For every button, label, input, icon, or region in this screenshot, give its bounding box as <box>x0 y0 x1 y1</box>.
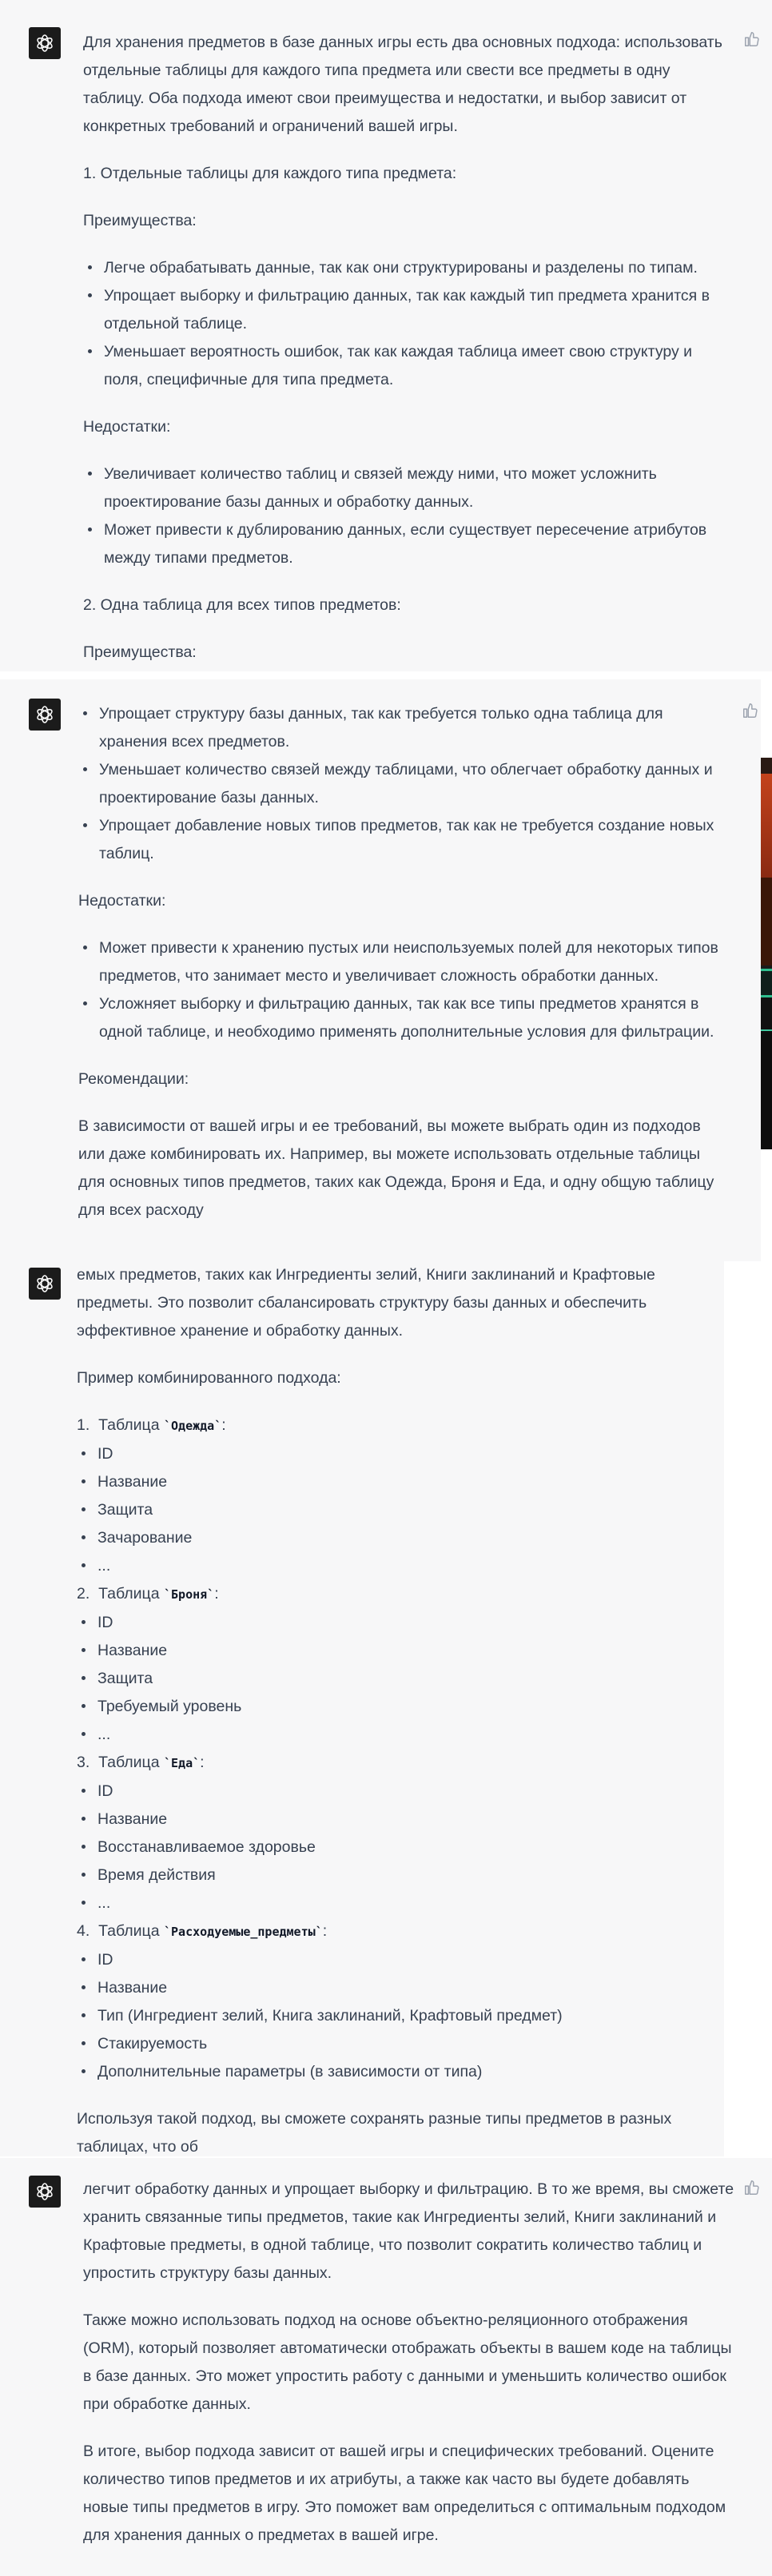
message-body <box>78 700 730 1244</box>
field-list <box>77 1778 705 1917</box>
list-item: Зачарование <box>97 1524 705 1552</box>
list-item: Тип (Ингредиент зелий, Книга заклинаний, Крафтовый предмет) <box>97 2002 705 2030</box>
list-item: Название <box>97 1468 705 1496</box>
table-name-code: `Одежда` <box>164 1419 222 1433</box>
list-item: Упрощает выборку и фильтрацию данных, так как каждый тип предмета хранится в отдельной таблице. <box>104 282 732 338</box>
message-body <box>83 29 732 686</box>
cons-label: Недостатки: <box>83 418 171 436</box>
pros-list <box>83 254 732 394</box>
list-item: Название <box>97 1637 705 1665</box>
list-item: Стакируемость <box>97 2030 705 2058</box>
list-item: Может привести к дублированию данных, если существует пересечение атрибутов между типами предметов. <box>104 516 732 572</box>
assistant-message-3 <box>0 1261 724 2156</box>
list-item: Увеличивает количество таблиц и связей между ними, что может усложнить проектирование базы данных и обработку данных. <box>104 460 732 516</box>
table-name-code: `Еда` <box>164 1756 201 1770</box>
cons-list <box>78 934 730 1046</box>
field-list <box>77 1609 705 1749</box>
openai-logo-icon <box>29 699 61 731</box>
list-item: ID <box>97 1946 705 1974</box>
list-item: ID <box>97 1440 705 1468</box>
list-item: Название <box>97 1974 705 2002</box>
paragraph: В итоге, выбор подхода зависит от вашей игры и специфических требований. Оцените количество типов предметов и их атрибуты, а также как часто вы будете добавлять новые типы предметов в игру. Это поможет вам определиться с оптимальным подходом для хранения данных о предметах в вашей игре. <box>83 2443 726 2544</box>
pros-list <box>78 700 730 868</box>
thumbs-up-icon[interactable] <box>743 2179 761 2196</box>
list-item: ... <box>97 1552 705 1580</box>
list-item: Усложняет выборку и фильтрацию данных, так как все типы предметов хранятся в одной таблице, и необходимо применять дополнительные условия для фильтрации. <box>99 990 730 1046</box>
assistant-message-2 <box>0 679 761 1261</box>
table-spec-armor: 2. Таблица `Броня`: ID Название Защита Требуемый уровень ... <box>77 1580 705 1749</box>
openai-logo-icon <box>29 1268 61 1300</box>
list-item: Восстанавливаемое здоровье <box>97 1833 705 1861</box>
outro-paragraph: Используя такой подход, вы сможете сохранять разные типы предметов в разных таблицах, что об <box>77 2110 672 2156</box>
list-item: ... <box>97 1721 705 1749</box>
openai-logo-icon <box>29 2176 61 2208</box>
recommendations-text: В зависимости от вашей игры и ее требований, вы можете выбрать один из подходов или даже комбинировать их. Например, вы можете использовать отдельные таблицы для основных типов предметов, таких как Одежда, Броня и Еда, и одну общую таблицу для всех расходу <box>78 1117 714 1219</box>
assistant-message-4 <box>0 2158 772 2576</box>
list-item: ... <box>97 1889 705 1917</box>
list-item: Дополнительные параметры (в зависимости от типа) <box>97 2058 705 2086</box>
list-item-1: 1. Отдельные таблицы для каждого типа предмета: <box>83 165 457 182</box>
intro-paragraph: емых предметов, таких как Ингредиенты зелий, Книги заклинаний и Крафтовые предметы. Это позволит сбалансировать структуру базы данных и обеспечить эффективное хранение и обработку данных. <box>77 1266 655 1340</box>
thumbs-up-icon[interactable] <box>743 30 761 48</box>
list-item: Требуемый уровень <box>97 1693 705 1721</box>
pros-label: Преимущества: <box>83 643 197 661</box>
list-item: Защита <box>97 1496 705 1524</box>
background-window-edge <box>761 758 772 1149</box>
message-body <box>83 2176 735 2569</box>
message-body <box>77 1261 705 2180</box>
list-item: Легче обрабатывать данные, так как они структурированы и разделены по типам. <box>104 254 732 282</box>
list-item-2: 2. Одна таблица для всех типов предметов: <box>83 596 401 614</box>
table-name-code: `Броня` <box>164 1587 215 1602</box>
list-item: Защита <box>97 1665 705 1693</box>
pros-label: Преимущества: <box>83 212 197 229</box>
recommendations-label: Рекомендации: <box>78 1070 189 1088</box>
paragraph: легчит обработку данных и упрощает выборку и фильтрацию. В то же время, вы сможете хранить связанные типы предметов, такие как Ингредиенты зелий, Книги заклинаний и Крафтовые предметы, в одной таблице, что позволит сократить количество таблиц и упростить структуру базы данных. <box>83 2180 734 2282</box>
field-list <box>77 1946 705 2086</box>
thumbs-up-icon[interactable] <box>742 702 759 719</box>
cons-label: Недостатки: <box>78 892 166 910</box>
table-spec-food: 3. Таблица `Еда`: ID Название Восстанавливаемое здоровье Время действия ... <box>77 1749 705 1917</box>
list-item: Упрощает структуру базы данных, так как требуется только одна таблица для хранения всех предметов. <box>99 700 730 756</box>
list-item: Упрощает добавление новых типов предметов, так как не требуется создание новых таблиц. <box>99 812 730 868</box>
table-name-code: `Расходуемые_предметы` <box>164 1925 323 1939</box>
list-item: Может привести к хранению пустых или неиспользуемых полей для некоторых типов предметов, что занимает место и увеличивает сложность обработки данных. <box>99 934 730 990</box>
table-spec-clothing: 1. Таблица `Одежда`: ID Название Защита Зачарование ... <box>77 1411 705 1580</box>
paragraph: Также можно использовать подход на основе объектно-реляционного отображения (ORM), который позволяет автоматически отображать объекты в вашем коде на таблицы в базе данных. Это может упростить работу с данными и уменьшить количество ошибок при обработке данных. <box>83 2311 732 2413</box>
intro-paragraph: Для хранения предметов в базе данных игры есть два основных подхода: использовать отдельные таблицы для каждого типа предмета или свести все предметы в одну таблицу. Оба подхода имеют свои преимущества и недостатки, и выбор зависит от конкретных требований и ограничений вашей игры. <box>83 34 722 135</box>
cons-list <box>83 460 732 572</box>
list-item: Уменьшает вероятность ошибок, так как каждая таблица имеет свою структуру и поля, специфичные для типа предмета. <box>104 338 732 394</box>
list-item: ID <box>97 1609 705 1637</box>
table-spec-consumables: 4. Таблица `Расходуемые_предметы`: ID Название Тип (Ингредиент зелий, Книга заклинаний, Крафтовый предмет) Стакируемость Дополнительные параметры (в зависимости от типа) <box>77 1917 705 2086</box>
list-item: ID <box>97 1778 705 1806</box>
field-list <box>77 1440 705 1580</box>
assistant-message-1 <box>0 0 772 671</box>
example-label: Пример комбинированного подхода: <box>77 1369 341 1387</box>
list-item: Время действия <box>97 1861 705 1889</box>
openai-logo-icon <box>29 27 61 59</box>
list-item: Название <box>97 1806 705 1833</box>
list-item: Уменьшает количество связей между таблицами, что облегчает обработку данных и проектирование базы данных. <box>99 756 730 812</box>
